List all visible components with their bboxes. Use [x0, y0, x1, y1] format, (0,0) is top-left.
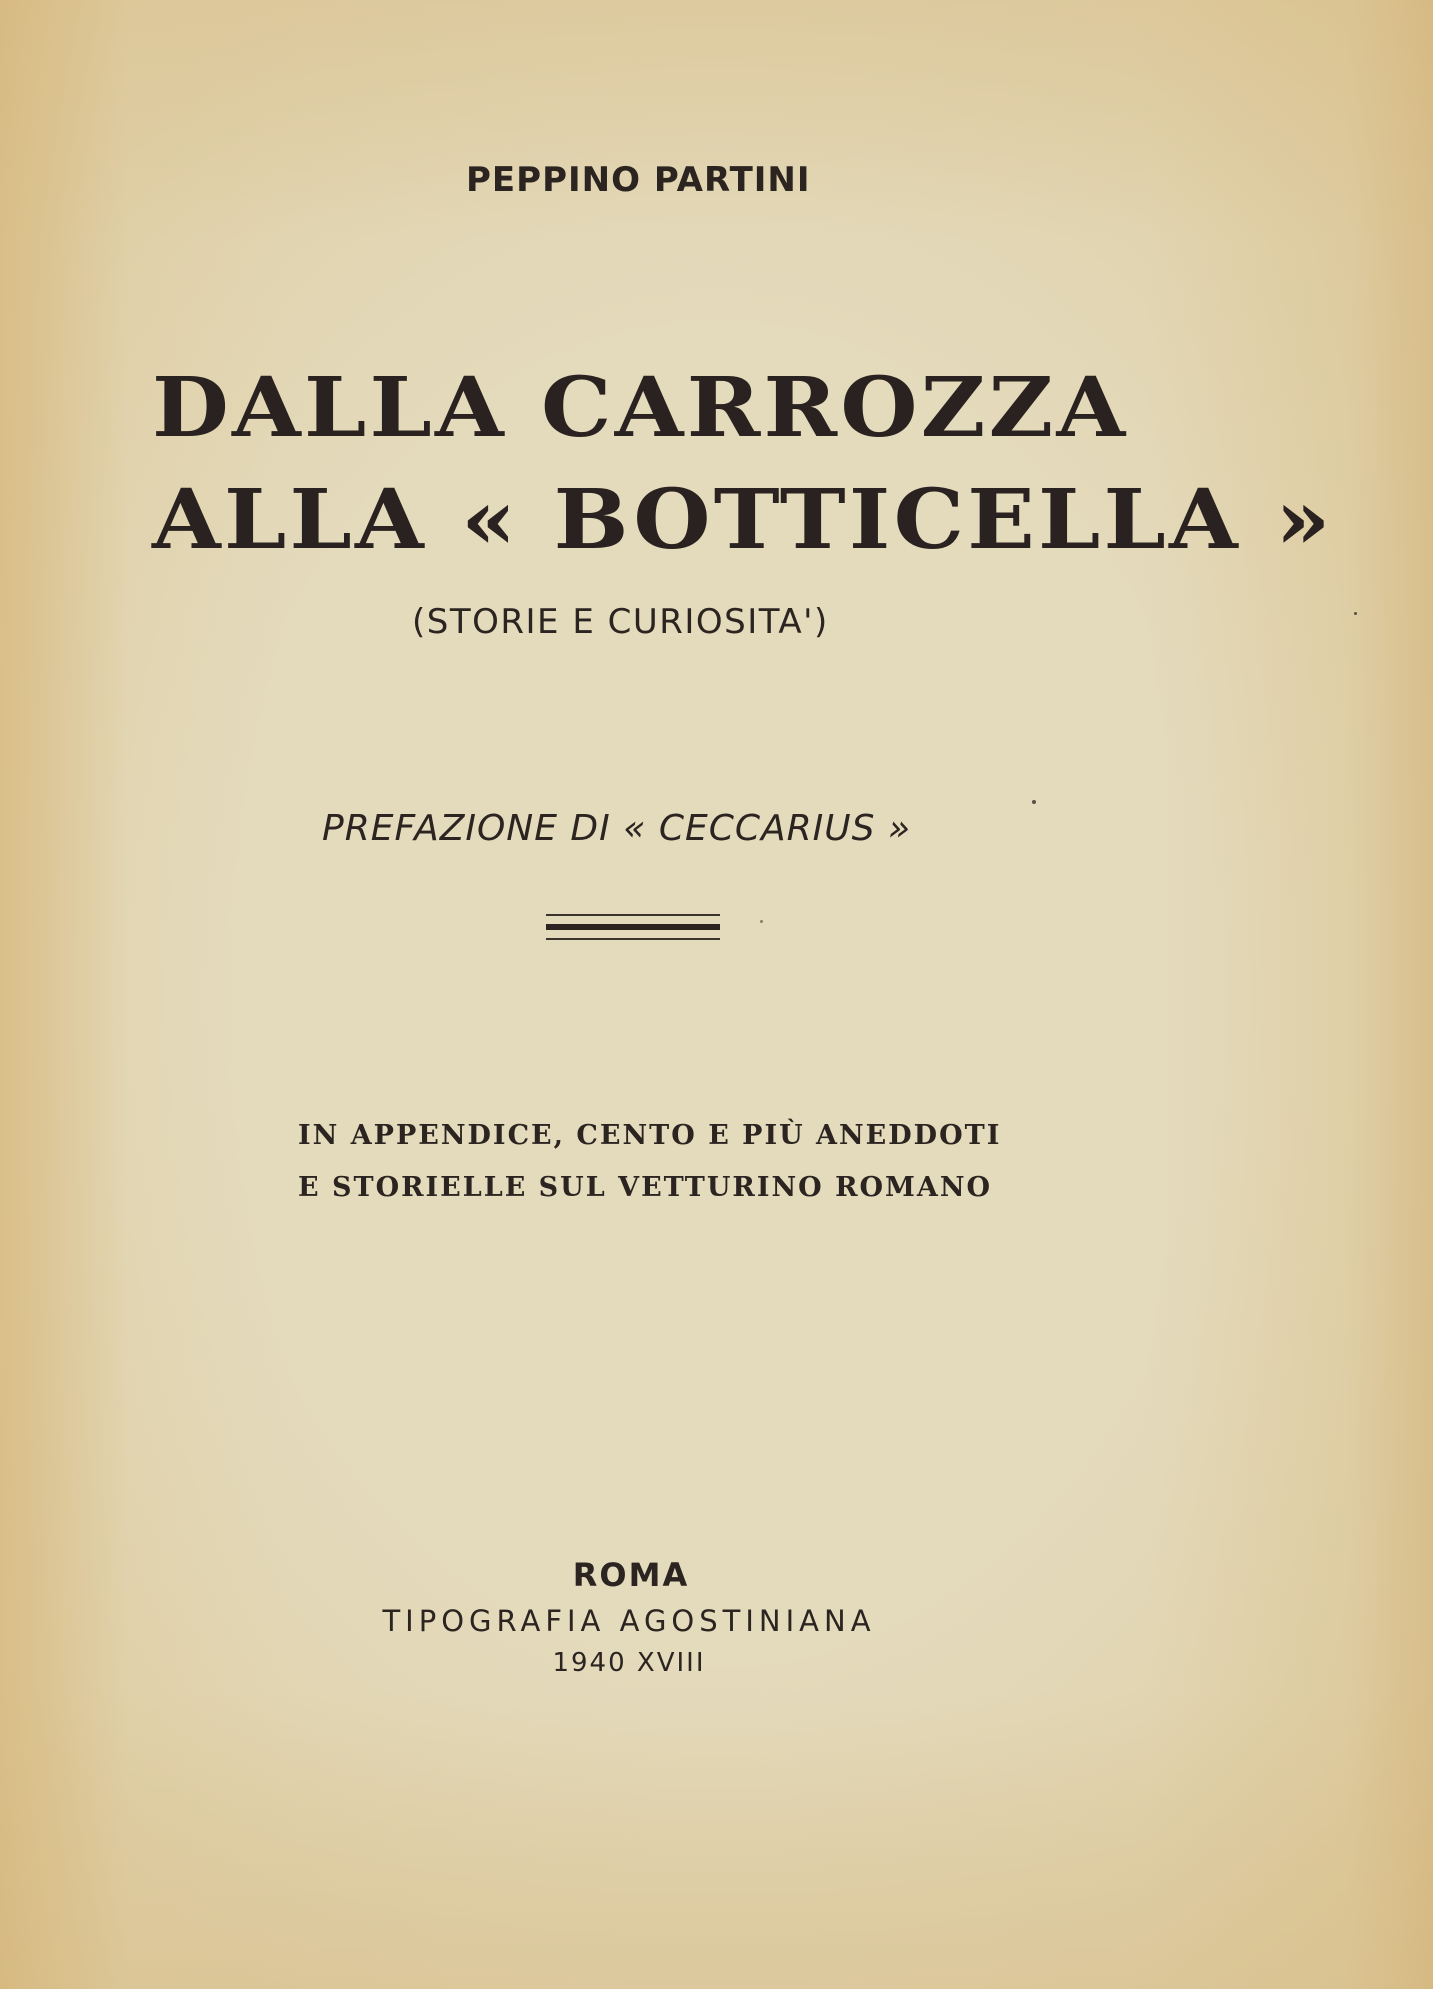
paper-speck [760, 920, 763, 923]
ornamental-rule-middle [546, 924, 720, 930]
book-title-line-2: ALLA « BOTTICELLA » [152, 472, 1334, 568]
imprint-year: 1940 XVIII [552, 1648, 706, 1678]
paper-speck [1354, 612, 1357, 615]
imprint-printer: TIPOGRAFIA AGOSTINIANA [382, 1604, 876, 1638]
paper-speck [1032, 800, 1036, 804]
author-name: PEPPINO PARTINI [466, 160, 811, 200]
preface-credit: PREFAZIONE DI « CECCARIUS » [322, 808, 912, 849]
book-subtitle: (STORIE E CURIOSITA') [412, 602, 829, 642]
imprint-city: ROMA [572, 1556, 690, 1594]
ornamental-rule-bottom [546, 938, 720, 940]
ornamental-rule-top [546, 914, 720, 916]
appendix-note-line-2: E STORIELLE SUL VETTURINO ROMANO [298, 1172, 993, 1203]
book-title-line-1: DALLA CARROZZA [152, 360, 1129, 456]
appendix-note-line-1: IN APPENDICE, CENTO E PIÙ ANEDDOTI [298, 1120, 1002, 1151]
